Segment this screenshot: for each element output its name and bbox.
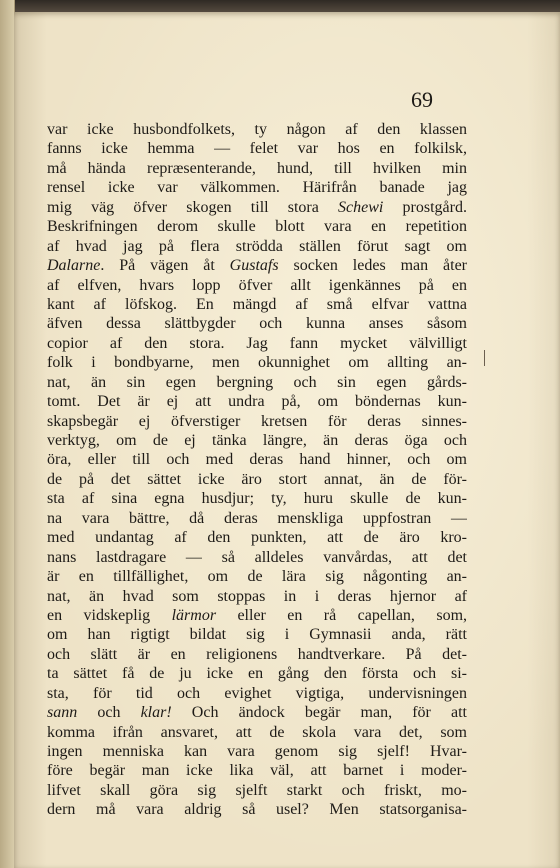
text-line — [47, 645, 467, 664]
text-run: eller en rå capellan, som, — [216, 606, 467, 624]
text-line — [47, 509, 467, 528]
text-line — [47, 489, 467, 508]
text-line — [47, 742, 467, 761]
margin-mark — [484, 350, 485, 366]
text-line — [47, 353, 467, 372]
text-run: öra, eller till och med deras hand hinner, och om — [47, 451, 467, 469]
text-line — [47, 528, 467, 547]
text-run: socken ledes man åter — [278, 257, 467, 275]
text-run: nans lastdragare — så alldeles vanvårdas, att det — [47, 548, 467, 566]
text-run: rensel icke var välkommen. Härifrån banade jag — [47, 179, 467, 197]
text-run: en vidskeplig — [47, 606, 172, 624]
text-line — [47, 237, 467, 256]
text-run: sta, för tid och evighet vigtiga, undervisningen — [47, 684, 467, 702]
text-line — [47, 587, 467, 606]
text-line — [47, 178, 467, 197]
text-line — [47, 431, 467, 450]
italic-text: Schewi — [338, 198, 384, 216]
text-line — [47, 198, 467, 217]
text-line — [47, 761, 467, 780]
text-line — [47, 412, 467, 431]
text-line — [47, 664, 467, 683]
text-line — [47, 295, 467, 314]
italic-text: klar! — [140, 704, 172, 722]
text-run: nat, än sin egen bergning och sin egen gårds- — [47, 373, 467, 391]
text-run: och slätt är en religionens handtverkare. På det- — [47, 645, 467, 663]
text-run: de på det sättet icke äro stort annat, än de för- — [47, 470, 467, 488]
text-run: copior af den stora. Jag fann mycket välvilligt — [47, 334, 467, 352]
body-text — [47, 120, 467, 820]
text-run: sta af sina egna husdjur; ty, huru skulle de kun- — [47, 490, 467, 508]
text-run: med undantag af den punkten, att de äro kro- — [47, 529, 467, 547]
text-run: ingen menniska kan vara genom sig sjelf! Hvar- — [47, 743, 467, 760]
text-line — [47, 450, 467, 469]
italic-text: lärmor — [171, 606, 217, 624]
text-line — [47, 373, 467, 392]
italic-text: sann — [47, 704, 78, 722]
text-run: Och ändock begär man, för att — [171, 704, 467, 722]
text-run: är en tillfällighet, om de lära sig någonting an- — [47, 568, 467, 586]
text-line — [47, 120, 467, 139]
text-run: dern må vara aldrig så usel? Men statsorganisa- — [47, 801, 467, 819]
text-line — [47, 684, 467, 703]
text-run: folk i bondbyarne, men okunnighet om allting an- — [47, 354, 467, 372]
text-line — [47, 548, 467, 567]
text-run: na vara bättre, då deras menskliga uppfostran — — [47, 509, 467, 527]
text-run: fanns icke hemma — felet var hos en folkilsk, — [47, 140, 467, 158]
italic-text: Gustafs — [229, 257, 279, 275]
text-line — [47, 334, 467, 353]
text-line — [47, 217, 467, 236]
text-run: om han rigtigt bildat sig i Gymnasii anda, rätt — [47, 626, 467, 644]
text-run: må hända repræsenterande, hund, till hvilken min — [47, 159, 467, 177]
text-run: mig väg öfver skogen till stora — [47, 198, 339, 216]
text-run: skapsbegär ej öfverstiger kretsen för deras sinnes- — [47, 412, 467, 430]
text-run: tomt. Det är ej att undra på, om böndernas kun- — [47, 393, 467, 411]
text-line — [47, 276, 467, 295]
text-run: äfven dessa slättbygder och kunna anses såsom — [47, 315, 467, 333]
book-gutter — [0, 0, 15, 868]
italic-text: Dalarne — [47, 257, 101, 275]
text-line — [47, 781, 467, 800]
text-run: var icke husbondfolkets, ty någon af den klassen — [47, 121, 467, 138]
text-line — [47, 567, 467, 586]
text-run: prostgård. — [383, 198, 467, 216]
text-line — [47, 256, 467, 275]
text-run: lifvet skall göra sig sjelft starkt och friskt, mo- — [47, 781, 467, 799]
text-line — [47, 800, 467, 819]
text-run: nat, än hvad som stoppas in i deras hjernor af — [47, 587, 467, 605]
text-run: af elfven, hvars lopp öfver allt igenkännes på en — [47, 276, 467, 294]
text-line — [47, 392, 467, 411]
text-run: kant af löfskog. En mängd af små elfvar vattna — [47, 295, 467, 313]
text-run: före begär man icke lika väl, att barnet i moder- — [47, 762, 467, 780]
text-line — [47, 159, 467, 178]
book-page — [14, 12, 560, 868]
text-run: . På vägen åt — [100, 257, 230, 275]
text-run: Beskrifningen derom skulle blott vara en repetition — [47, 218, 467, 236]
text-line — [47, 314, 467, 333]
text-run: ta sättet få de ju icke en gång den första och si- — [47, 665, 467, 683]
text-run: verktyg, om de ej tänka längre, än deras öga och — [47, 432, 467, 449]
text-line — [47, 723, 467, 742]
text-line — [47, 625, 467, 644]
text-run: af hvad jag på flera strödda ställen förut sagt om — [47, 237, 467, 255]
text-line — [47, 606, 467, 625]
text-run: komma ifrån ansvaret, att de skola vara det, som — [47, 723, 467, 741]
text-line — [47, 703, 467, 722]
text-run: och — [77, 704, 141, 722]
text-line — [47, 139, 467, 158]
page-number: 69 — [411, 87, 433, 112]
text-line — [47, 470, 467, 489]
